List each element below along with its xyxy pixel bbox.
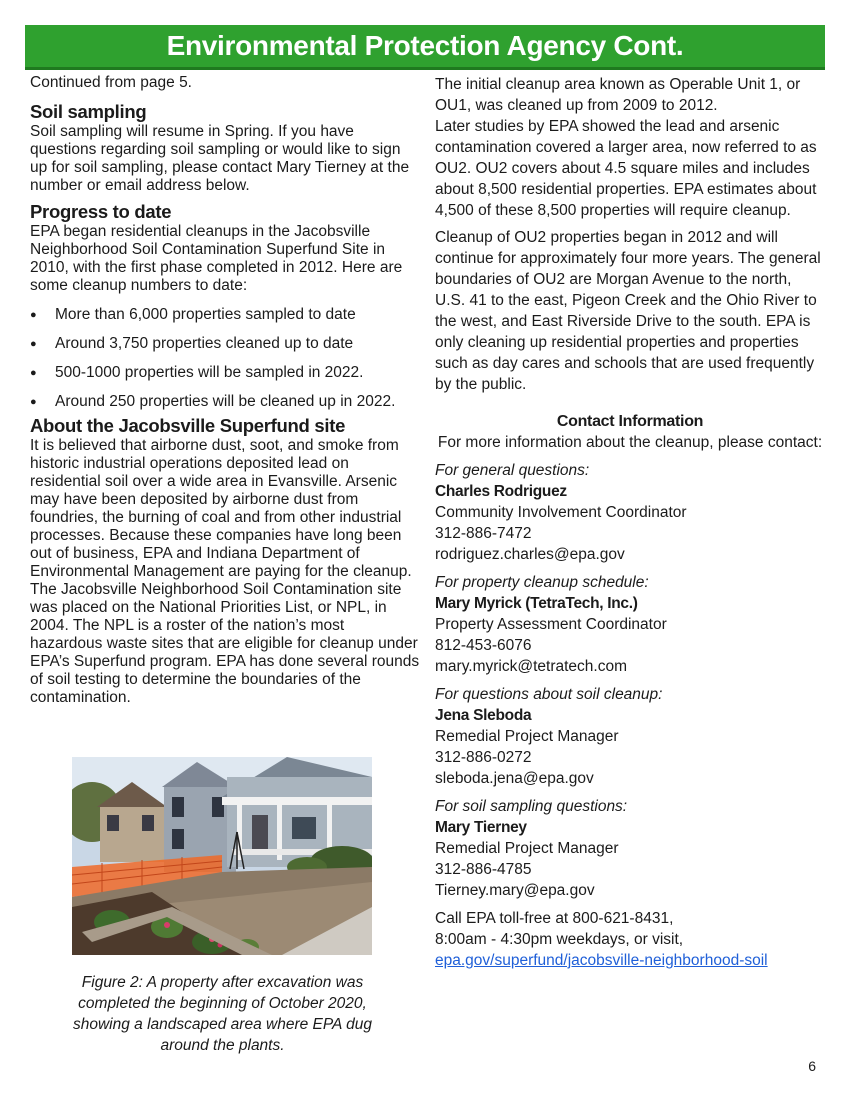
ou2-paragraph: Later studies by EPA showed the lead and arsenic contamination covered a larger area, now referred to as OU2. OU2 covers about 4.5 square miles and includes about 8,500 residential properties. EPA estimates about 4,500 of these 8,500 properties will require cleanup. (435, 118, 817, 219)
progress-body: EPA began residential cleanups in the Jacobsville Neighborhood Soil Contamination Superfund Site in 2010, with the first phase completed in 2012. Here are some cleanup numbers to date: (30, 223, 403, 294)
page-title: Environmental Protection Agency Cont. (166, 30, 684, 61)
contact-general (435, 460, 825, 565)
contact-property-schedule (435, 572, 825, 677)
soil-sampling-heading: Soil sampling (30, 101, 147, 122)
property-photo (72, 757, 372, 955)
title-banner (25, 25, 825, 70)
list-item: ● Around 3,750 properties cleaned up to date (30, 335, 420, 353)
contact-name: Jena Sleboda (435, 707, 532, 724)
contact-role: Property Assessment Coordinator (435, 616, 667, 633)
contact-question: For general questions: (435, 462, 590, 479)
list-item: ● 500-1000 properties will be sampled in 2022. (30, 364, 420, 382)
tollfree-line: Call EPA toll-free at 800-621-8431, (435, 910, 674, 927)
about-heading: About the Jacobsville Superfund site (30, 415, 346, 436)
contact-soil-cleanup (435, 684, 825, 789)
contact-role: Remedial Project Manager (435, 728, 619, 745)
contact-name: Mary Myrick (TetraTech, Inc.) (435, 595, 638, 612)
superfund-link[interactable]: epa.gov/superfund/jacobsville-neighborhood-soil (435, 952, 768, 969)
figure-caption: Figure 2: A property after excavation was completed the beginning of October 2020, showing a landscaped area where EPA dug around the plants. (72, 974, 372, 1054)
right-column (435, 74, 825, 971)
contact-soil-sampling (435, 796, 825, 901)
contact-email: Tierney.mary@epa.gov (435, 882, 595, 899)
about-body-2: The Jacobsville Neighborhood Soil Contamination site was placed on the National Priorities List, or NPL, in 2004. The NPL is a roster of the nation’s most hazardous waste sites that are eligible for cleanup under EPA’s Superfund program. EPA has done several rounds of soil testing to determine the boundaries of the contamination. (30, 581, 420, 706)
hours-line: 8:00am - 4:30pm weekdays, or visit, (435, 931, 684, 948)
soil-sampling-body: Soil sampling will resume in Spring. If you have questions regarding soil sampling or would like to sign up for soil sampling, please contact Mary Tierney at the number or email address below. (30, 123, 410, 194)
left-column (30, 74, 420, 707)
contact-question: For questions about soil cleanup: (435, 686, 663, 703)
progress-heading: Progress to date (30, 201, 172, 222)
contact-email: sleboda.jena@epa.gov (435, 770, 594, 787)
contact-email: mary.myrick@tetratech.com (435, 658, 628, 675)
contact-phone: 312-886-0272 (435, 749, 532, 766)
about-body-1: It is believed that airborne dust, soot, and smoke from historic industrial operations deposited lead on residential soil over a wide area in Evansville. Arsenic may have been deposited by airborne dust from foundries, the burning of coal and from other industrial processes. Because these companies have long been out of business, EPA and Indiana Department of Environmental Management are paying for the cleanup. (30, 437, 412, 580)
contact-heading: Contact Information (556, 413, 704, 430)
contact-phone: 312-886-7472 (435, 525, 532, 542)
contact-role: Remedial Project Manager (435, 840, 619, 857)
cleanup-paragraph: Cleanup of OU2 properties began in 2012 and will continue for approximately four more years. The general boundaries of OU2 are Morgan Avenue to the north, U.S. 41 to the east, Pigeon Creek and the Ohio River to the west, and East Riverside Drive to the south. EPA is only cleaning up residential properties and properties such as day cares and schools that are used frequently by the public. (435, 229, 821, 393)
contact-role: Community Involvement Coordinator (435, 504, 687, 521)
contact-name: Mary Tierney (435, 819, 527, 836)
progress-list (30, 306, 420, 411)
ou1-paragraph: The initial cleanup area known as Operable Unit 1, or OU1, was cleaned up from 2009 to 2012. (435, 76, 801, 114)
contact-name: Charles Rodriguez (435, 483, 567, 500)
contact-email: rodriguez.charles@epa.gov (435, 546, 625, 563)
contact-phone: 312-886-4785 (435, 861, 532, 878)
continued-note: Continued from page 5. (30, 74, 192, 91)
contact-question: For soil sampling questions: (435, 798, 628, 815)
list-item: ● Around 250 properties will be cleaned up in 2022. (30, 393, 420, 411)
contact-question: For property cleanup schedule: (435, 574, 649, 591)
list-item: ● More than 6,000 properties sampled to date (30, 306, 420, 324)
page-number: 6 (808, 1058, 816, 1074)
contact-intro: For more information about the cleanup, please contact: (437, 434, 823, 451)
contact-phone: 812-453-6076 (435, 637, 532, 654)
